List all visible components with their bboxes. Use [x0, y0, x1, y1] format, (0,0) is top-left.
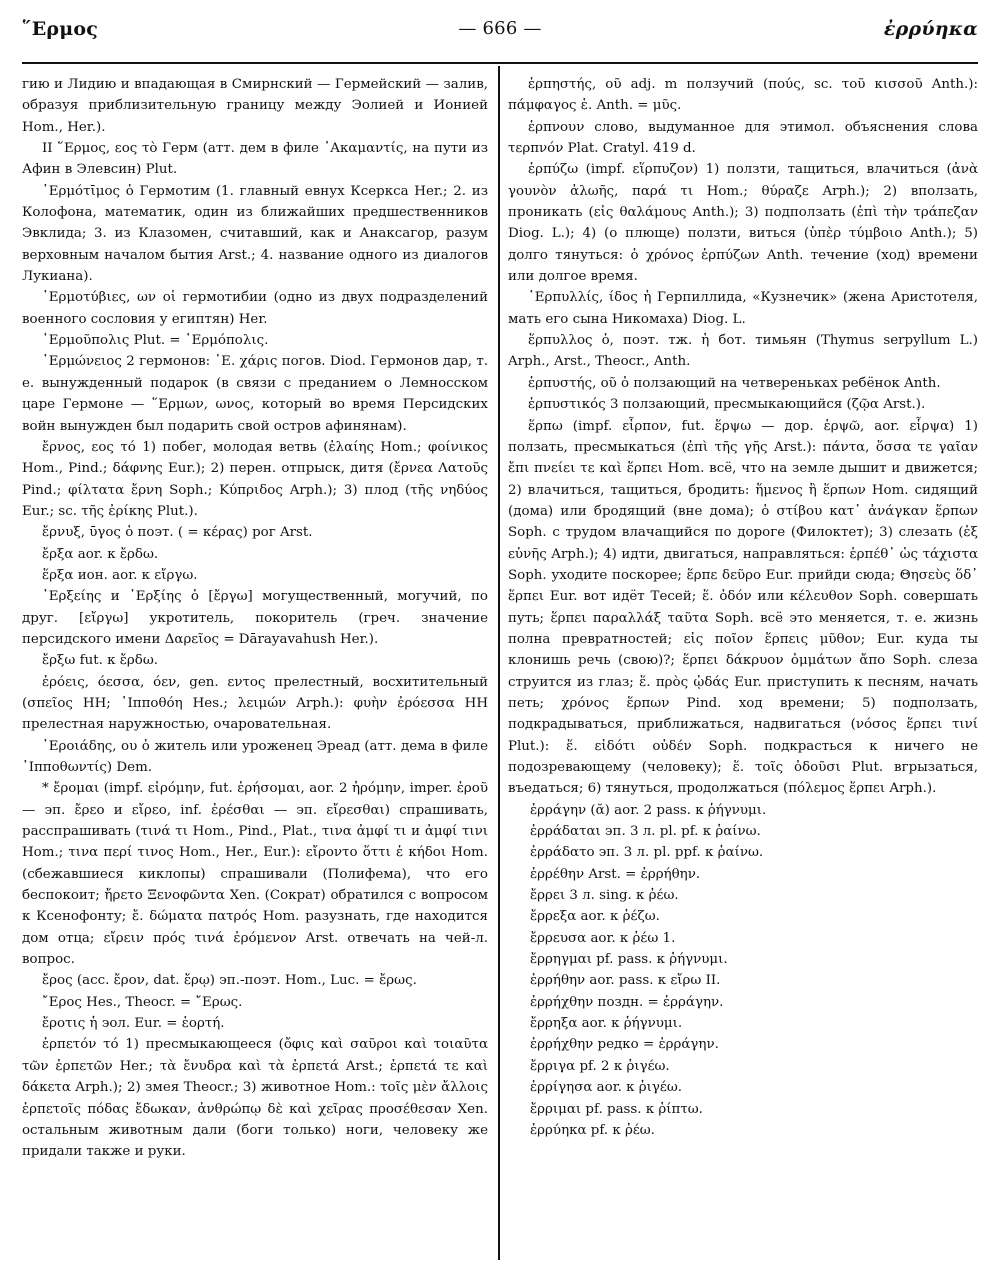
dictionary-entry: ἑρπύζω (impf. εἵρπυζον) 1) ползти, тащиться, влачиться (ἀνὰ γουνὸν ἀλωῆς, παρά τι Hom.; θύραζε Arph.); 2) вползать, проникать (εἰς θαλάμους Anth.); 3) подползать (ἐπὶ τὴν τράπεζαν Diog. L.); 4) (о плюще) ползти, виться (ὑπὲρ τύμβοιο Anth.); 5) долго тянуться: ὁ χρόνος ἑρπύζων Anth. течение (ход) времени или долгое время.: [508, 162, 978, 285]
dictionary-entry: ἔρρηγμαι pf. pass. к ῥήγνυμι.: [530, 952, 728, 968]
dictionary-entry: II ῞Ερμος, εος τὸ Герм (атт. дем в филе ᾿Ακαμαντίς, на пути из Афин в Элевсин) Plut.: [22, 141, 488, 178]
dictionary-entry: ἕρξα ион. aor. к εἴργω.: [42, 567, 198, 583]
dictionary-entry: ἑρπνουν слово, выдуманное для этимол. объяснения слова τερπνόν Plat. Cratyl. 419 d.: [508, 119, 978, 157]
dictionary-entry: гию и Лидию и впадающая в Смирнский — Гермейский — залив, образуя приблизительную границу между Эолией и Ионией Hom., Her.).: [22, 77, 488, 135]
dictionary-entry: ῾Ερμότῑμος ὁ Гермотим (1. главный евнух Ксеркса Her.; 2. из Колофона, математик, один из ближайших предшественников Эвклида; 3. из Клазомен, считавший, как и Анаксагор, разум верховным началом бытия Arst.; 4. название одного из диалогов Лукиана).: [22, 183, 488, 285]
dictionary-entry: ᾿Εροιάδης, ου ὁ житель или уроженец Эреад (атт. дема в филе ῾Ιπποθωντίς) Dem.: [22, 738, 488, 775]
dictionary-entry: ἔρξω fut. к ἔρδω.: [42, 653, 159, 669]
dictionary-entry: ἑρπυστής, οῦ ὁ ползающий на четвереньках ребёнок Anth.: [528, 375, 941, 391]
dictionary-entry: ἑρπετόν τό 1) пресмыкающееся (ὄφις καὶ σαῦροι καὶ τοιαῦτα τῶν ἑρπετῶν Her.; τὰ ἔνυδρα καὶ τὰ ἑρπετά Arst.; ἑρπετά τε καὶ δάκετα Arph.); 2) змея Theocr.; 3) животное Hom.: τοῖς μὲν ἄλλοις ἑρπετοῖς πόδας ἔδωκαν, ἀνθρώπῳ δὲ καὶ χεῖρας προσέθεσαν Xen. остальным животным дали (боги только) ноги, человеку же придали также и руки.: [22, 1037, 488, 1160]
page-header: [22, 8, 978, 48]
dictionary-entry: ἕρπυλλος ὁ, поэт. тж. ἡ бот. тимьян (Thymus serpyllum L.) Arph., Arst., Theocr., Anth.: [508, 333, 978, 370]
header-left-guide-word: ῞Ερμος: [22, 18, 98, 40]
left-column: [22, 74, 488, 1163]
right-column: [508, 74, 978, 1141]
dictionary-entry: ῾Ερπυλλίς, ίδος ἡ Герпиллида, «Кузнечик» (жена Аристотеля, мать его сына Никомаха) Diog. L.: [508, 290, 978, 327]
dictionary-entry: ῾Ερμώνειος 2 гермонов: ῾Ε. χάρις погов. Diod. Гермонов дар, т. е. вынужденный подарок (в связи с преданием о Лемносском царе Гермоне — ῞Ερμων, ωνος, который во время Персидских войн вынужден был подарить свой остров афинянам).: [22, 354, 488, 434]
dictionary-entry: ἔρρηξα aor. к ῥήγνυμι.: [530, 1016, 683, 1032]
dictionary-entry: ἔρνυξ, ῡγος ὁ поэт. ( = κέρας) рог Arst.: [42, 525, 313, 541]
dictionary-entry: ἔρξα aor. к ἔρδω.: [42, 546, 159, 562]
dictionary-entry: ἐρράδατο эп. 3 л. pl. ppf. к ῥαίνω.: [530, 845, 764, 861]
dictionary-entry: ἔρριμαι pf. pass. к ῥίπτω.: [530, 1101, 703, 1117]
dictionary-entry: ῾Ερμοτύβιες, ων οἱ гермотибии (одно из двух подразделений военного сословия у египтян) Her.: [22, 290, 488, 327]
dictionary-entry: ἐρρήχθην поздн. = ἐρράγην.: [530, 994, 724, 1010]
dictionary-entry: ἔροτις ἡ эол. Eur. = ἑορτή.: [42, 1016, 225, 1032]
dictionary-entry: ἔρριγα pf. 2 к ῥιγέω.: [530, 1058, 670, 1074]
dictionary-entry: ἔρρεξα aor. к ῥέζω.: [530, 909, 660, 925]
dictionary-entry: ἐρρύηκα pf. к ῥέω.: [530, 1122, 655, 1138]
dictionary-entry: ἔρρει 3 л. sing. к ῥέω.: [530, 888, 679, 904]
page-number: — 666 —: [458, 18, 542, 39]
dictionary-entry: ῾Ερμοῦπολις Plut. = ῾Ερμόπολις.: [42, 333, 269, 349]
dictionary-entry: ἔρνος, εος τό 1) побег, молодая ветвь (ἐλαίης Hom.; φοίνικος Hom., Pind.; δάφνης Eur.); 2) перен. отпрыск, дитя (ἔρνεα Λατοῦς Pind.; φίλτατα ἔρνη Soph.; Κύπριδος Arph.); 3) плод (τῆς νηδύος Eur.; sc. τῆς ἐρίκης Plut.).: [22, 439, 488, 519]
dictionary-entry: ἔρρευσα aor. к ῥέω 1.: [530, 930, 676, 946]
header-right-guide-word: ἐρρύηκα: [883, 18, 978, 40]
dictionary-entry: * ἔρομαι (impf. εἰρόμην, fut. ἐρήσομαι, aor. 2 ἠρόμην, imper. ἐροῦ — эп. ἔρεο и εἴρεο, inf. ἐρέσθαι — эп. εἴρεσθαι) спрашивать, расспрашивать (τινά τι Hom., Pind., Plat., τινα ἀμφί τι и ἀμφί τινι Hom.; τινα περί τινος Hom., Her., Eur.): εἴροντο ὅττι ἑ κήδοι Hom. (сбежавшиеся киклопы) спрашивали (Полифема), что его беспокоит; ἤρετο Ξενοφῶντα Xen. (Сократ) обратился с вопросом к Ксенофонту; ἔ. δώματα πατρός Hom. разузнать, где находится дом отца; εἴρειν πρός τινά ἐρόμενον Arst. отвечать на чей-л. вопрос.: [22, 781, 488, 968]
dictionary-entry: ἑρπυστικός 3 ползающий, пресмыкающийся (ζῷα Arst.).: [528, 397, 926, 413]
dictionary-entry: ἕρπω (impf. εἷρπον, fut. ἕρψω — дор. ἑρψῶ, aor. εἷρψα) 1) ползать, пресмыкаться (ἐπὶ τῆς γῆς Arst.): πάντα, ὅσσα τε γαῖαν ἔπι πνείει τε καὶ ἕρπει Hom. всё, что на земле дышит и движется; 2) влачиться, тащиться, бродить: ἥμενος ἢ ἕρπων Hom. сидящий (дома) или бродящий (вне дома); ὁ στίβου κατ᾿ ἀνάγκαν ἕρπων Soph. с трудом влачащийся по дороге (Филоктет); 3) слезать (ἐξ εὐνῆς Arph.); 4) идти, двигаться, направляться: ἑρπέθ᾿ ὡς τάχιστα Soph. уходите поскорее; ἕρπε δεῦρο Eur. прийди сюда; Θησεὺς ὅδ᾿ ἕρπει Eur. вот идёт Тесей; ἕ. ὁδόν или κέλευθον Soph. совершать путь; ἕρπει παραλλάξ ταῦτα Soph. всё это меняется, т. е. жизнь полна превратностей; εἰς ποῖον ἕρπεις μῦθον; Eur. куда ты клонишь речь (свою)?; ἕρπει δάκρυον ὀμμάτων ἄπο Soph. слеза струится из глаз; ἕ. πρὸς ᾠδάς Eur. приступить к песням, начать петь; χρόνος ἕρπων Pind. ход времени; 5) подползать, подкрадываться, приближаться, надвигаться (νόσος ἕρπει τινί Plut.): ἕ. εἰδότι οὐδέν Soph. подкрасться к ничего не подозревающему (человеку); ἕ. τοῖς ὀδοῦσι Plut. вгрызаться, въедаться; 6) тянуться, продолжаться (πόλεμος ἕρπει Arph.).: [508, 418, 978, 797]
dictionary-entry: ἐρρίγησα aor. к ῥιγέω.: [530, 1080, 682, 1096]
dictionary-entry: ῎Ερος Hes., Theocr. = ῎Ερως.: [42, 994, 243, 1010]
header-rule: [22, 62, 978, 64]
dictionary-entry: ἔρος (acc. ἔρον, dat. ἔρῳ) эп.-поэт. Hom., Luc. = ἔρως.: [42, 973, 417, 989]
dictionary-entry: ᾿Ερξείης и ᾿Ερξίης ὁ [ἔργω] могущественный, могучий, по друг. [εἴργω] укротитель, покоритель (греч. значение персидского имени Δαρεῖος = Dārayavahush Her.).: [22, 589, 488, 647]
dictionary-entry: ἐρρήχθην редко = ἐρράγην.: [530, 1037, 719, 1053]
dictionary-entry: ἐρρήθην aor. pass. к εἴρω II.: [530, 973, 721, 989]
dictionary-entry: ἐρράγην (ᾰ) aor. 2 pass. к ῥήγνυμι.: [530, 802, 767, 818]
dictionary-entry: ἐρρέθην Arst. = ἐρρήθην.: [530, 866, 701, 882]
dictionary-entry: ἐρράδαται эп. 3 л. pl. pf. к ῥαίνω.: [530, 824, 761, 840]
column-divider: [498, 66, 500, 1260]
dictionary-entry: ἐρόεις, όεσσα, όεν, gen. εντος прелестный, восхитительный (σπεῖος HH; ῾Ιπποθόη Hes.; λειμών Arph.): φυὴν ἐρόεσσα HH прелестная наружностью, очаровательная.: [22, 674, 488, 733]
dictionary-entry: ἑρπηστής, οῦ adj. m ползучий (πούς, sc. τοῦ κισσοῦ Anth.): πάμφαγος ἑ. Anth. = μῦς.: [508, 77, 978, 114]
